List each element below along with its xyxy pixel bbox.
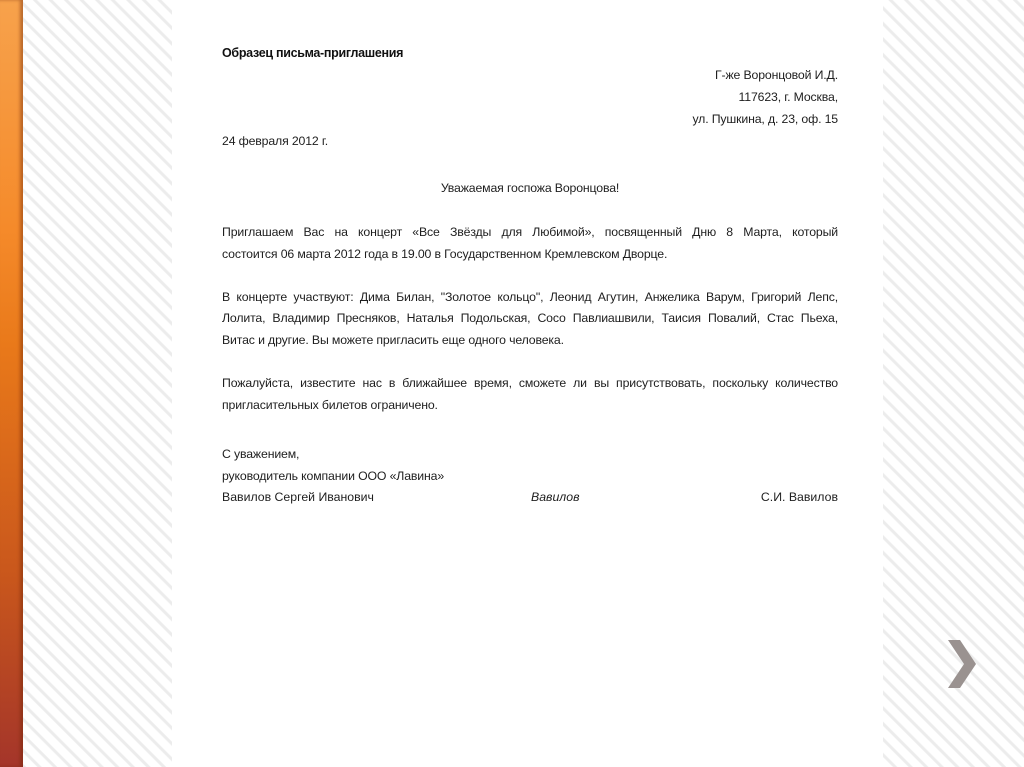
paragraph-2-line-3: Витас и другие. Вы можете пригласить еще одного человека. <box>222 333 564 347</box>
paragraph-2-line-2: Лолита, Владимир Пресняков, Наталья Подольская, Сосо Павлиашвили, Таисия Повалий, Стас Пьеха, <box>222 311 838 325</box>
document-title: Образец письма-приглашения <box>222 46 404 60</box>
letter-date: 24 февраля 2012 г. <box>222 134 328 148</box>
accent-bar <box>0 0 23 767</box>
signature: Вавилов <box>531 490 580 504</box>
closing-regards: С уважением, <box>222 447 300 461</box>
recipient-name: Г-же Воронцовой И.Д. <box>714 68 838 82</box>
next-slide-button[interactable] <box>944 638 980 690</box>
paragraph-1-line-2: состоится 06 марта 2012 года в 19.00 в Государственном Кремлевском Дворце. <box>222 247 668 261</box>
paragraph-1-line-1: Приглашаем Вас на концерт «Все Звёзды для Любимой», посвященный Дню 8 Марта, который <box>222 225 838 239</box>
signer-initials: С.И. Вавилов <box>760 490 838 504</box>
recipient-city: 117623, г. Москва, <box>738 90 838 104</box>
signer-position: руководитель компании ООО «Лавина» <box>222 469 445 483</box>
paragraph-3-line-1: Пожалуйста, известите нас в ближайшее время, сможете ли вы присутствовать, поскольку количество <box>222 376 838 390</box>
recipient-street: ул. Пушкина, д. 23, оф. 15 <box>692 112 838 126</box>
paragraph-2-line-1: В концерте участвуют: Дима Билан, "Золотое кольцо", Леонид Агутин, Анжелика Варум, Григорий Лепс, <box>222 290 838 304</box>
chevron-right-icon <box>944 638 980 690</box>
signature-row <box>222 488 838 506</box>
salutation: Уважаемая госпожа Воронцова! <box>440 181 620 195</box>
signer-full-name: Вавилов Сергей Иванович <box>222 490 374 504</box>
paragraph-3-line-2: пригласительных билетов ограничено. <box>222 398 438 412</box>
